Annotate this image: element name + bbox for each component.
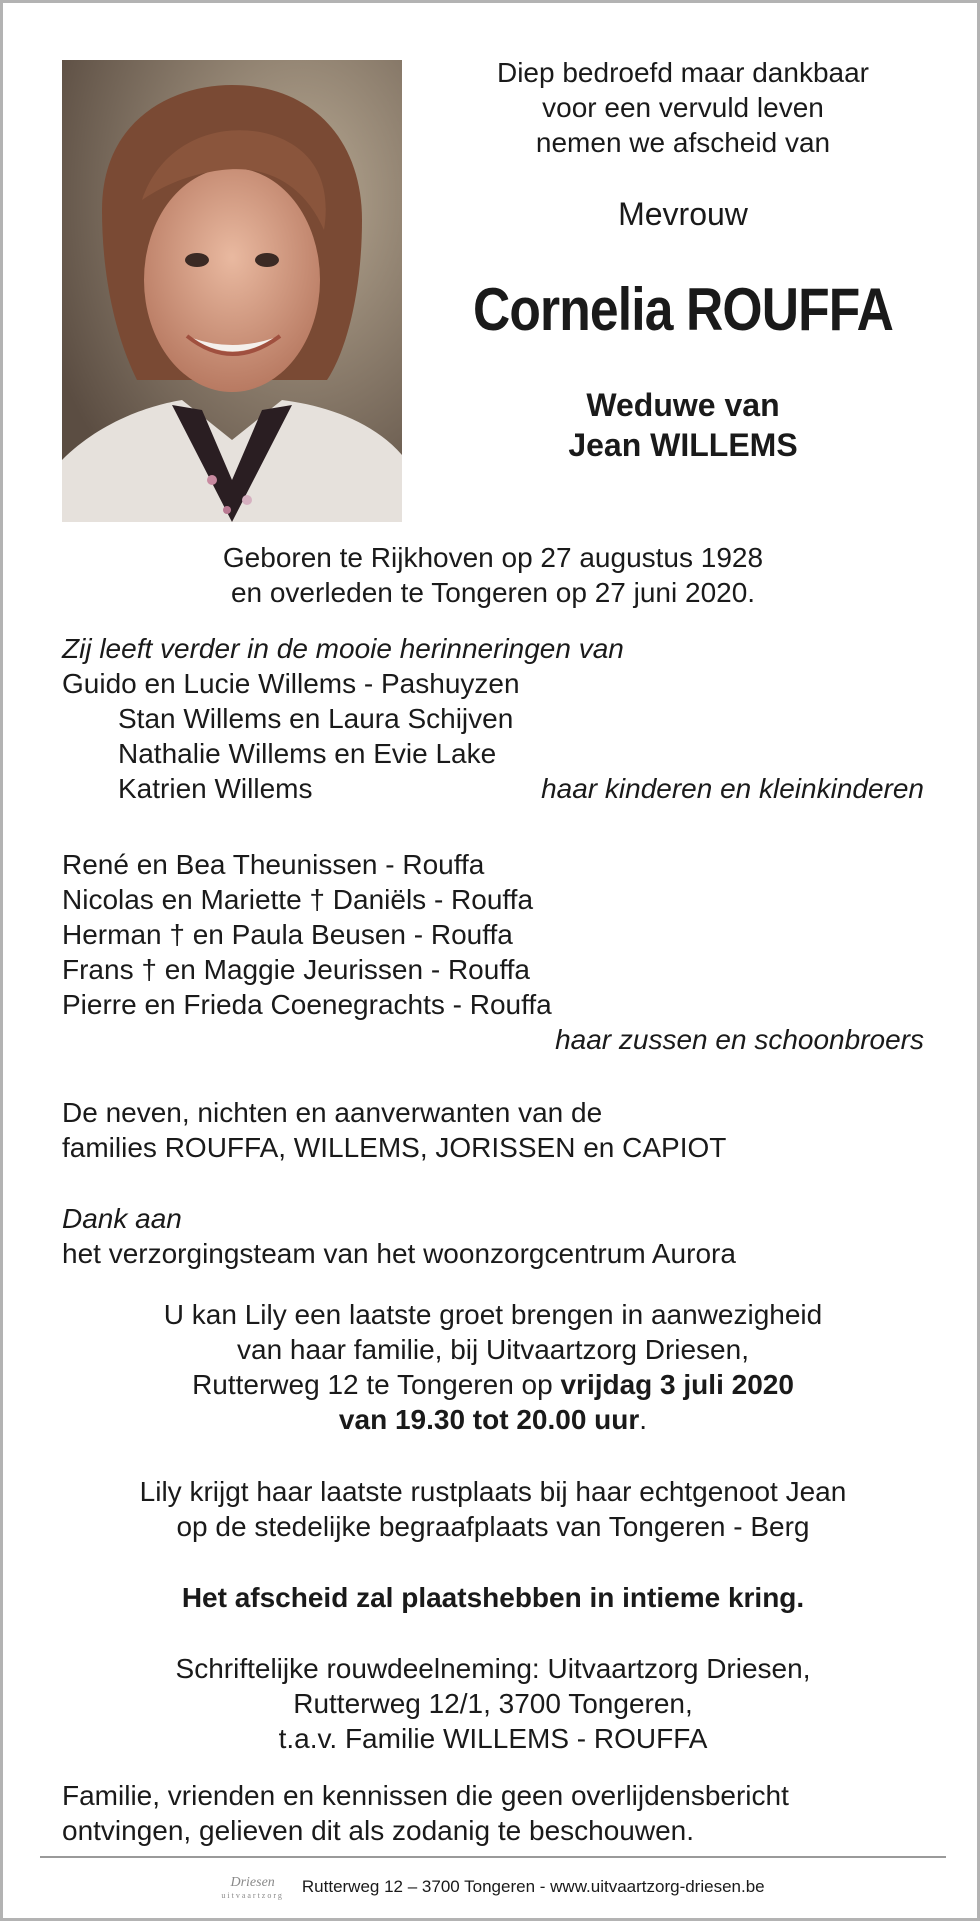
relatives-line-2: families ROUFFA, WILLEMS, JORISSEN en CAPIOT [62,1132,727,1163]
private-notice: Het afscheid zal plaatshebben in intieme kring. [181,1582,805,1613]
final-line-1: Familie, vrienden en kennissen die geen overlijdensbericht [62,1780,789,1811]
sibling-1: René en Bea Theunissen - Rouffa [62,849,485,880]
farewell-place: Rutterweg 12 te Tongeren op [192,1369,561,1400]
birth-death-info [62,540,924,610]
footer-divider [40,1856,946,1858]
grandchild-2: Nathalie Willems en Evie Lake [118,738,497,769]
thanks-text: het verzorgingsteam van het woonzorgcentrum Aurora [62,1238,736,1269]
sibling-5: Pierre en Frieda Coenegrachts - Rouffa [62,989,552,1020]
thanks-section [62,1201,924,1271]
relatives-section [62,1095,924,1165]
farewell-line-4 [62,1402,924,1437]
driesen-logo [221,1875,284,1900]
farewell-line-1: U kan Lily een laatste groet brengen in aanwezigheid [163,1299,823,1330]
memories-intro: Zij leeft verder in de mooie herinneringen van [62,633,624,664]
children-relation: haar kinderen en kleinkinderen [541,773,924,804]
farewell-period: . [639,1404,648,1435]
farewell-date: vrijdag 3 juli 2020 [560,1369,794,1400]
farewell-line-2: van haar familie, bij Uitvaartzorg Driesen, [237,1334,749,1365]
sibling-3: Herman † en Paula Beusen - Rouffa [62,919,513,950]
relatives-line-1: De neven, nichten en aanverwanten van de [62,1097,603,1128]
logo-subtitle: uitvaartzorg [221,1890,284,1900]
thanks-label: Dank aan [62,1203,182,1234]
logo-wordmark: Driesen [230,1874,275,1890]
grandchild-1: Stan Willems en Laura Schijven [118,703,514,734]
siblings-section [62,847,924,1057]
footer-address: Rutterweg 12 – 3700 Tongeren - www.uitvaartzorg-driesen.be [301,1877,765,1896]
widow-line-2: Jean WILLEMS [568,427,798,463]
final-line-2: ontvingen, gelieven dit als zodanig te beschouwen. [62,1815,694,1846]
condolence-line-3: t.a.v. Familie WILLEMS - ROUFFA [278,1723,708,1754]
siblings-relation: haar zussen en schoonbroers [555,1024,924,1055]
portrait-photo [62,60,402,522]
resting-line-2: op de stedelijke begraafplaats van Tongeren - Berg [176,1511,810,1542]
deceased-name: Cornelia ROUFFA [472,276,894,343]
grandchild-3: Katrien Willems [118,773,313,804]
sibling-2: Nicolas en Mariette † Daniëls - Rouffa [62,884,534,915]
intro-line-1: Diep bedroefd maar dankbaar [496,57,869,88]
child-main: Guido en Lucie Willems - Pashuyzen [62,668,520,699]
resting-line-1: Lily krijgt haar laatste rustplaats bij haar echtgenoot Jean [139,1476,847,1507]
intro-line-2: voor een vervuld leven [542,92,824,123]
intro-text [433,55,933,160]
portrait-illustration [62,60,402,522]
farewell-time: van 19.30 tot 20.00 uur [338,1404,640,1435]
condolence-line-2: Rutterweg 12/1, 3700 Tongeren, [293,1688,693,1719]
sibling-4: Frans † en Maggie Jeurissen - Rouffa [62,954,530,985]
condolence-line-1: Schriftelijke rouwdeelneming: Uitvaartzorg Driesen, [175,1653,811,1684]
final-notice [62,1778,924,1848]
grandchild-3-row [62,771,924,806]
birth-line: Geboren te Rijkhoven op 27 augustus 1928 [222,542,764,573]
salutation: Mevrouw [618,196,748,232]
death-line: en overleden te Tongeren op 27 juni 2020. [230,577,756,608]
farewell-line-3 [62,1367,924,1402]
widow-line-1: Weduwe van [586,387,780,423]
resting-place-section [62,1474,924,1544]
condolence-section [62,1651,924,1756]
intro-line-3: nemen we afscheid van [535,127,831,158]
widow-of [433,385,933,465]
farewell-section [62,1297,924,1437]
children-section [62,631,924,806]
footer [3,1865,980,1909]
